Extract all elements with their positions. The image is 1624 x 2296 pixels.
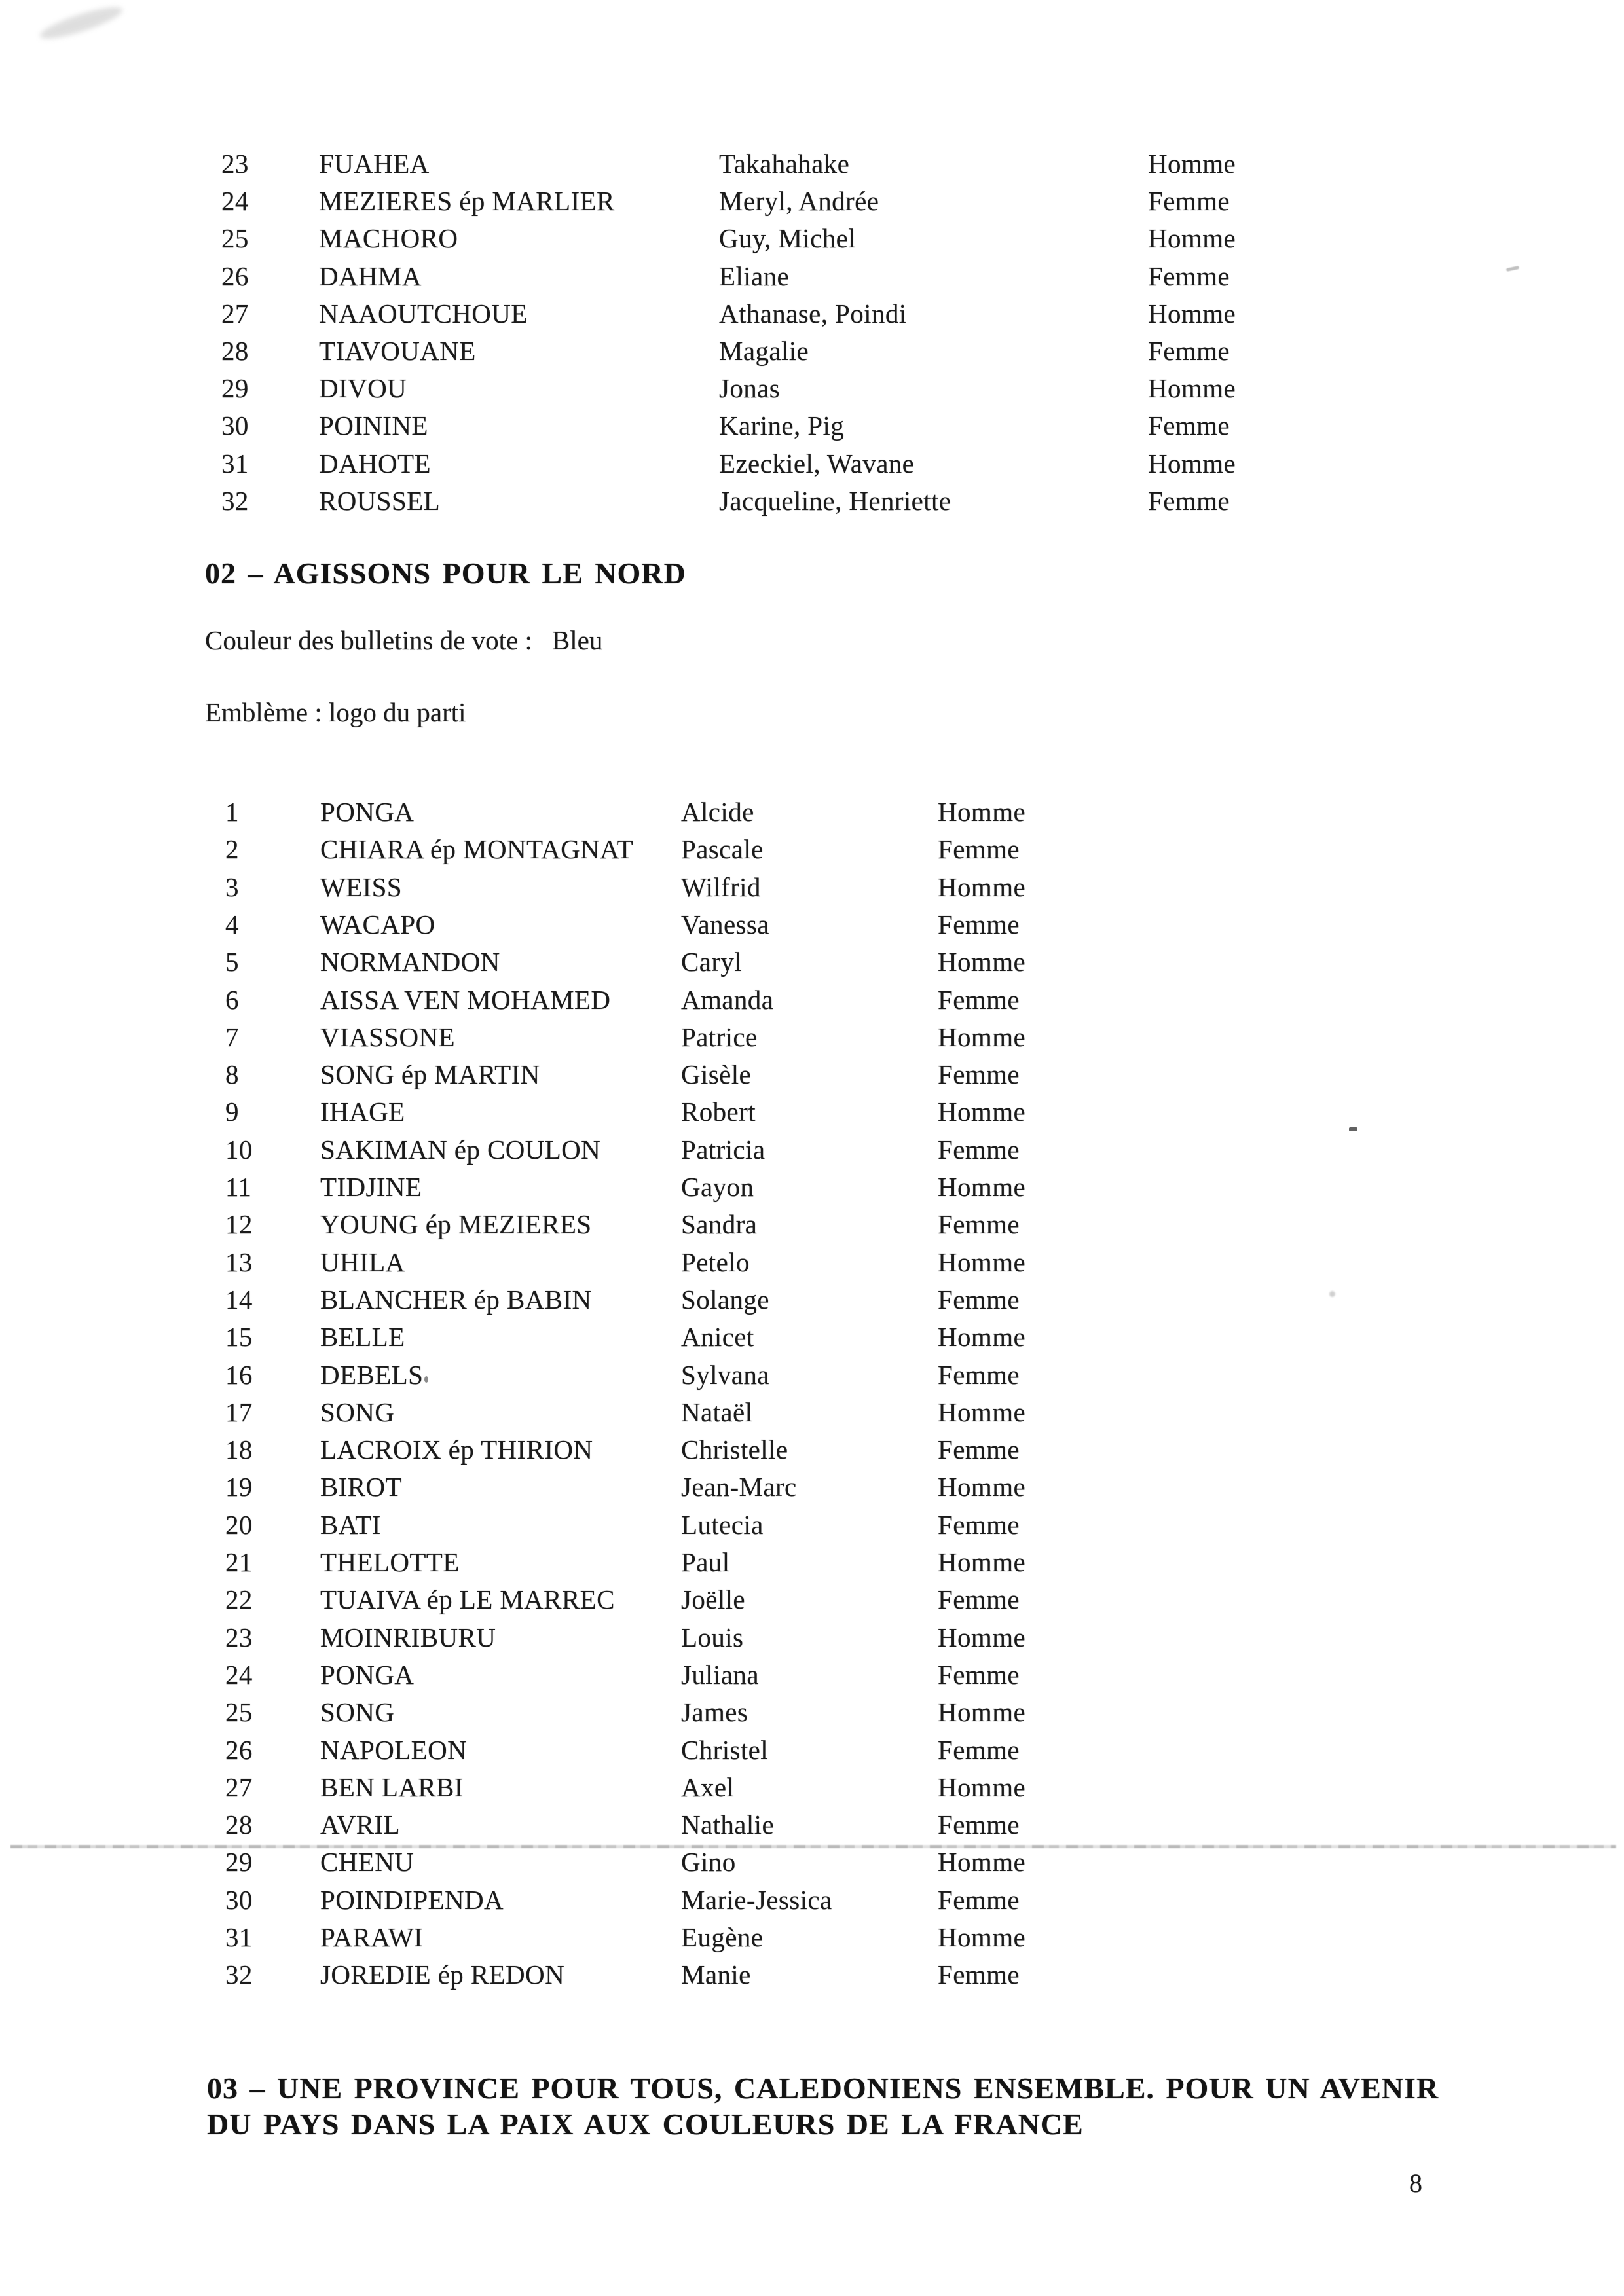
- candidate-row: [0, 1131, 1624, 1169]
- candidate-firstname: Eliane: [719, 261, 790, 291]
- candidate-lastname: PONGA: [320, 797, 415, 827]
- candidate-firstname: Robert: [681, 1097, 756, 1127]
- candidate-firstname: Ezeckiel, Wavane: [719, 448, 915, 479]
- candidate-firstname: Sandra: [681, 1209, 758, 1239]
- candidate-lastname: MOINRIBURU: [320, 1622, 496, 1652]
- candidate-row: [0, 1618, 1624, 1656]
- candidate-gender: Femme: [938, 1660, 1020, 1690]
- candidate-gender: Homme: [938, 1322, 1026, 1352]
- candidate-gender: Femme: [938, 909, 1020, 939]
- candidate-number: 28: [225, 1810, 253, 1840]
- candidate-row: [0, 145, 1624, 183]
- candidate-row: [0, 257, 1624, 295]
- candidate-lastname: YOUNG ép MEZIERES: [320, 1209, 592, 1239]
- candidate-lastname: NAAOUTCHOUE: [319, 299, 528, 329]
- candidate-firstname: Lutecia: [681, 1510, 764, 1540]
- section-03-heading-line1: 03 – UNE PROVINCE POUR TOUS, CALEDONIENS ENSEMBLE. POUR UN AVENIR: [207, 2071, 1439, 2105]
- candidate-lastname: WACAPO: [320, 909, 435, 939]
- candidate-number: 12: [225, 1209, 253, 1239]
- candidate-firstname: Juliana: [681, 1660, 759, 1690]
- candidate-firstname: Jacqueline, Henriette: [719, 486, 951, 516]
- candidate-lastname: AVRIL: [320, 1810, 400, 1840]
- candidate-gender: Homme: [1148, 448, 1236, 479]
- candidate-gender: Femme: [1148, 186, 1230, 216]
- candidate-lastname: TIAVOUANE: [319, 336, 476, 366]
- candidate-lastname: POININE: [319, 410, 428, 441]
- candidate-firstname: Joëlle: [681, 1584, 746, 1614]
- candidate-lastname: THELOTTE: [320, 1547, 460, 1577]
- candidate-lastname: DAHOTE: [319, 448, 431, 479]
- candidate-number: 28: [221, 336, 249, 366]
- candidate-row: [0, 1731, 1624, 1769]
- candidate-number: 1: [225, 797, 239, 827]
- candidate-lastname: BLANCHER ép BABIN: [320, 1285, 592, 1315]
- candidate-number: 26: [225, 1735, 253, 1765]
- candidate-firstname: Gino: [681, 1847, 736, 1877]
- candidate-row: [0, 1205, 1624, 1243]
- candidate-number: 7: [225, 1022, 239, 1052]
- candidate-row: [0, 1243, 1624, 1281]
- candidate-row: [0, 981, 1624, 1019]
- candidate-gender: Femme: [938, 1285, 1020, 1315]
- candidate-lastname: AISSA VEN MOHAMED: [320, 985, 611, 1015]
- candidate-number: 14: [225, 1285, 253, 1315]
- candidate-gender: Homme: [938, 1772, 1026, 1802]
- candidate-number: 32: [225, 1959, 253, 1990]
- candidate-row: [0, 1468, 1624, 1506]
- candidate-firstname: Christelle: [681, 1434, 788, 1465]
- candidate-lastname: POINDIPENDA: [320, 1885, 504, 1915]
- candidate-number: 23: [225, 1622, 253, 1652]
- candidate-firstname: Alcide: [681, 797, 754, 827]
- candidate-gender: Femme: [938, 1885, 1020, 1915]
- candidate-lastname: PONGA: [320, 1660, 415, 1690]
- candidate-number: 18: [225, 1434, 253, 1465]
- candidate-row: [0, 1843, 1624, 1881]
- candidate-row: [0, 1093, 1624, 1131]
- candidate-lastname: BATI: [320, 1510, 381, 1540]
- candidate-row: [0, 868, 1624, 906]
- candidate-number: 10: [225, 1135, 253, 1165]
- candidate-gender: Femme: [938, 1584, 1020, 1614]
- candidate-row: [0, 1055, 1624, 1093]
- candidate-number: 26: [221, 261, 249, 291]
- candidate-gender: Homme: [938, 872, 1026, 902]
- candidate-number: 24: [221, 186, 249, 216]
- candidate-lastname: ROUSSEL: [319, 486, 441, 516]
- candidate-gender: Femme: [938, 834, 1020, 864]
- candidate-number: 11: [225, 1172, 252, 1202]
- candidate-row: [0, 1430, 1624, 1468]
- candidate-number: 27: [225, 1772, 253, 1802]
- candidate-gender: Femme: [938, 1360, 1020, 1390]
- candidate-row: [0, 369, 1624, 407]
- candidate-number: 19: [225, 1472, 253, 1502]
- candidate-gender: Femme: [1148, 410, 1230, 441]
- emblem-line: Emblème : logo du parti: [205, 697, 466, 727]
- candidate-number: 15: [225, 1322, 253, 1352]
- candidate-firstname: Guy, Michel: [719, 223, 856, 253]
- candidate-row: [0, 1543, 1624, 1581]
- candidate-row: [0, 1356, 1624, 1394]
- candidate-number: 13: [225, 1247, 253, 1277]
- candidate-gender: Femme: [938, 1209, 1020, 1239]
- candidate-firstname: Sylvana: [681, 1360, 769, 1390]
- candidate-firstname: Magalie: [719, 336, 809, 366]
- candidate-gender: Homme: [938, 1622, 1026, 1652]
- candidate-gender: Femme: [938, 1434, 1020, 1465]
- candidate-lastname: MEZIERES ép MARLIER: [319, 186, 615, 216]
- candidate-number: 25: [225, 1697, 253, 1727]
- candidate-gender: Femme: [938, 1135, 1020, 1165]
- candidate-gender: Homme: [938, 1097, 1026, 1127]
- scan-smudge: [37, 1, 125, 45]
- candidate-gender: Homme: [938, 797, 1026, 827]
- candidate-gender: Homme: [938, 1847, 1026, 1877]
- candidate-number: 5: [225, 947, 239, 977]
- candidate-number: 17: [225, 1397, 253, 1427]
- section-03-heading-line2: DU PAYS DANS LA PAIX AUX COULEURS DE LA FRANCE: [207, 2107, 1084, 2141]
- candidate-number: 3: [225, 872, 239, 902]
- candidate-row: [0, 1806, 1624, 1844]
- section-02-heading: 02 – AGISSONS POUR LE NORD: [205, 556, 686, 590]
- candidate-gender: Homme: [938, 947, 1026, 977]
- candidate-lastname: IHAGE: [320, 1097, 405, 1127]
- candidate-firstname: Marie-Jessica: [681, 1885, 832, 1915]
- candidate-lastname: SONG ép MARTIN: [320, 1059, 540, 1089]
- candidate-lastname: PARAWI: [320, 1922, 424, 1952]
- candidate-firstname: Louis: [681, 1622, 744, 1652]
- candidate-lastname: BEN LARBI: [320, 1772, 464, 1802]
- candidate-row: [0, 1956, 1624, 1994]
- candidate-number: 24: [225, 1660, 253, 1690]
- candidate-firstname: Vanessa: [681, 909, 769, 939]
- candidate-gender: Femme: [938, 1510, 1020, 1540]
- candidate-firstname: James: [681, 1697, 748, 1727]
- candidate-number: 25: [221, 223, 249, 253]
- candidate-gender: Homme: [938, 1922, 1026, 1952]
- candidate-gender: Homme: [1148, 373, 1236, 403]
- candidate-row: [0, 445, 1624, 483]
- candidate-lastname: NAPOLEON: [320, 1735, 468, 1765]
- candidate-number: 31: [221, 448, 249, 479]
- candidate-number: 21: [225, 1547, 253, 1577]
- candidate-row: [0, 830, 1624, 868]
- candidate-gender: Femme: [938, 1959, 1020, 1990]
- candidate-firstname: Amanda: [681, 985, 774, 1015]
- candidate-number: 32: [221, 486, 249, 516]
- candidate-gender: Homme: [938, 1472, 1026, 1502]
- candidate-lastname: TIDJINE: [320, 1172, 422, 1202]
- candidate-firstname: Paul: [681, 1547, 730, 1577]
- candidate-row: [0, 943, 1624, 981]
- candidate-lastname: SAKIMAN ép COULON: [320, 1135, 601, 1165]
- candidate-firstname: Meryl, Andrée: [719, 186, 879, 216]
- candidate-firstname: Petelo: [681, 1247, 750, 1277]
- candidate-gender: Homme: [938, 1547, 1026, 1577]
- candidate-gender: Homme: [938, 1247, 1026, 1277]
- candidate-row: [0, 1656, 1624, 1694]
- candidate-lastname: BELLE: [320, 1322, 405, 1352]
- candidate-row: [0, 1693, 1624, 1731]
- candidate-lastname: CHENU: [320, 1847, 415, 1877]
- candidate-firstname: Eugène: [681, 1922, 764, 1952]
- candidate-lastname: CHIARA ép MONTAGNAT: [320, 834, 634, 864]
- candidate-firstname: Christel: [681, 1735, 769, 1765]
- candidate-row: [0, 1168, 1624, 1206]
- candidate-firstname: Wilfrid: [681, 872, 761, 902]
- candidate-row: [0, 219, 1624, 257]
- candidate-lastname: BIROT: [320, 1472, 402, 1502]
- candidate-lastname: MACHORO: [319, 223, 458, 253]
- candidate-row: [0, 905, 1624, 943]
- candidate-number: 8: [225, 1059, 239, 1089]
- candidate-number: 20: [225, 1510, 253, 1540]
- candidate-row: [0, 1318, 1624, 1356]
- candidate-row: [0, 332, 1624, 370]
- candidate-gender: Femme: [938, 1059, 1020, 1089]
- candidate-lastname: VIASSONE: [320, 1022, 455, 1052]
- ballot-color-label: Couleur des bulletins de vote :: [205, 625, 532, 655]
- candidate-row: [0, 1768, 1624, 1806]
- candidate-number: 2: [225, 834, 239, 864]
- candidate-gender: Homme: [1148, 149, 1236, 179]
- candidate-lastname: TUAIVA ép LE MARREC: [320, 1584, 615, 1614]
- candidate-number: 27: [221, 299, 249, 329]
- candidate-firstname: Gayon: [681, 1172, 754, 1202]
- candidate-row: [0, 1881, 1624, 1919]
- candidate-gender: Homme: [938, 1022, 1026, 1052]
- candidate-row: [0, 295, 1624, 333]
- candidate-gender: Homme: [938, 1172, 1026, 1202]
- candidate-row: [0, 407, 1624, 445]
- candidate-row: [0, 1506, 1624, 1544]
- candidate-firstname: Gisèle: [681, 1059, 752, 1089]
- candidate-lastname: DEBELS: [320, 1360, 424, 1390]
- candidate-firstname: Nataël: [681, 1397, 753, 1427]
- candidate-number: 30: [225, 1885, 253, 1915]
- candidate-firstname: Athanase, Poindi: [719, 299, 907, 329]
- candidate-firstname: Patricia: [681, 1135, 766, 1165]
- candidate-firstname: Karine, Pig: [719, 410, 845, 441]
- page-number: 8: [1409, 2168, 1422, 2198]
- candidate-number: 9: [225, 1097, 239, 1127]
- candidate-number: 29: [225, 1847, 253, 1877]
- candidate-number: 16: [225, 1360, 253, 1390]
- candidate-firstname: Jean-Marc: [681, 1472, 797, 1502]
- candidate-gender: Homme: [938, 1697, 1026, 1727]
- candidate-firstname: Axel: [681, 1772, 735, 1802]
- candidate-lastname: DAHMA: [319, 261, 422, 291]
- candidate-firstname: Pascale: [681, 834, 764, 864]
- candidate-gender: Homme: [938, 1397, 1026, 1427]
- candidate-firstname: Manie: [681, 1959, 751, 1990]
- candidate-lastname: JOREDIE ép REDON: [320, 1959, 565, 1990]
- candidate-firstname: Takahahake: [719, 149, 850, 179]
- candidate-row: [0, 1281, 1624, 1319]
- candidate-row: [0, 482, 1624, 520]
- candidate-lastname: NORMANDON: [320, 947, 500, 977]
- candidate-gender: Femme: [1148, 261, 1230, 291]
- candidate-row: [0, 793, 1624, 831]
- candidate-gender: Femme: [938, 985, 1020, 1015]
- candidate-firstname: Jonas: [719, 373, 781, 403]
- candidate-lastname: WEISS: [320, 872, 402, 902]
- ballot-color-value: Bleu: [551, 625, 603, 655]
- candidate-gender: Homme: [1148, 299, 1236, 329]
- candidate-number: 22: [225, 1584, 253, 1614]
- candidate-gender: Femme: [938, 1735, 1020, 1765]
- candidate-firstname: Patrice: [681, 1022, 758, 1052]
- candidate-row: [0, 1580, 1624, 1618]
- candidate-lastname: LACROIX ép THIRION: [320, 1434, 593, 1465]
- candidate-firstname: Nathalie: [681, 1810, 775, 1840]
- candidate-number: 29: [221, 373, 249, 403]
- candidate-lastname: SONG: [320, 1697, 395, 1727]
- candidate-gender: Femme: [938, 1810, 1020, 1840]
- candidate-lastname: DIVOU: [319, 373, 407, 403]
- candidate-firstname: Anicet: [681, 1322, 754, 1352]
- candidate-number: 6: [225, 985, 239, 1015]
- candidate-row: [0, 182, 1624, 220]
- candidate-firstname: Caryl: [681, 947, 743, 977]
- candidate-gender: Femme: [1148, 486, 1230, 516]
- candidate-row: [0, 1393, 1624, 1431]
- candidate-gender: Homme: [1148, 223, 1236, 253]
- section-03-heading: [207, 2070, 1439, 2142]
- ballot-color-line: [205, 621, 602, 659]
- candidate-number: 31: [225, 1922, 253, 1952]
- candidate-lastname: SONG: [320, 1397, 395, 1427]
- candidate-row: [0, 1018, 1624, 1056]
- candidate-gender: Femme: [1148, 336, 1230, 366]
- candidate-lastname: UHILA: [320, 1247, 405, 1277]
- candidate-firstname: Solange: [681, 1285, 769, 1315]
- candidate-lastname: FUAHEA: [319, 149, 430, 179]
- candidate-number: 4: [225, 909, 239, 939]
- candidate-row: [0, 1918, 1624, 1956]
- candidate-number: 23: [221, 149, 249, 179]
- candidate-number: 30: [221, 410, 249, 441]
